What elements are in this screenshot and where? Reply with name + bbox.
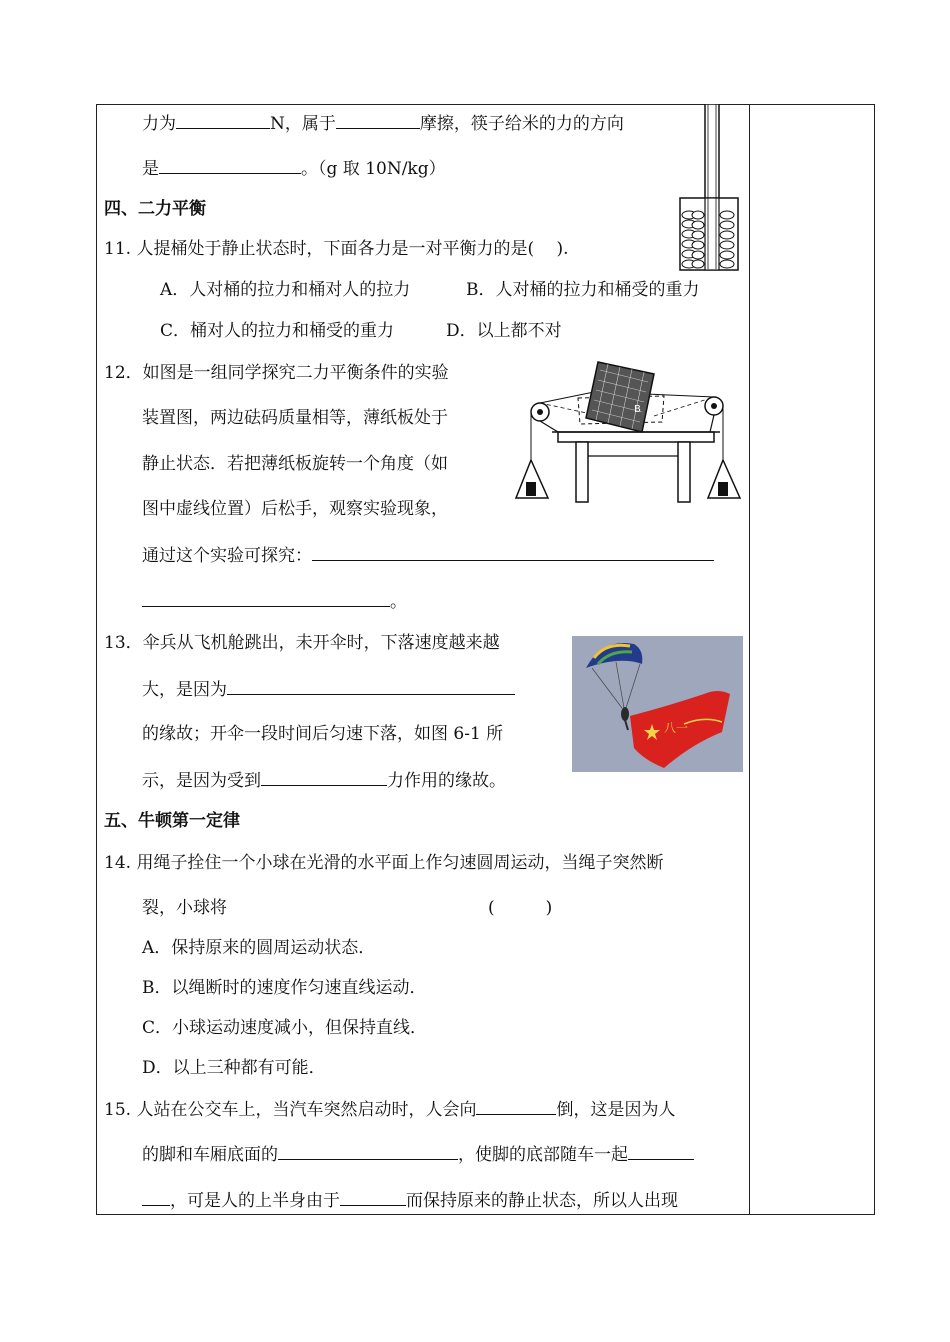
q10-blank-friction[interactable] — [336, 112, 420, 129]
q10-blank-direction[interactable] — [159, 157, 301, 174]
q12-line1: 12．如图是一组同学探究二力平衡条件的实验 — [104, 363, 449, 383]
q11-option-b[interactable]: B．人对桶的拉力和桶受的重力 — [466, 280, 700, 300]
paratrooper-flag-photo — [572, 636, 743, 772]
q15-line1: 15. 人站在公交车上，当汽车突然启动时，人会向 倒，这是因为人 — [104, 1100, 676, 1120]
q15-blank-direction[interactable] — [476, 1098, 556, 1115]
flag-text: 八一 — [664, 721, 689, 735]
q15-line3: ，可是人的上半身由于 而保持原来的静止状态，所以人出现 — [142, 1189, 678, 1212]
q11-stem: 11. 人提桶处于静止状态时，下面各力是一对平衡力的是( ). — [104, 239, 569, 259]
q12-blank-1[interactable] — [312, 544, 714, 561]
q14-option-b[interactable]: B．以绳断时的速度作匀速直线运动． — [142, 978, 427, 998]
force-balance-apparatus-figure — [514, 360, 750, 506]
q10-line1: 力为 N，属于 摩擦，筷子给米的力的方向 — [142, 114, 624, 134]
q11-option-a[interactable]: A．人对桶的拉力和桶对人的拉力 — [160, 280, 411, 300]
q15-line2: 的脚和车厢底面的 ，使脚的底部随车一起 — [142, 1143, 694, 1166]
q11-option-c[interactable]: C．桶对人的拉力和桶受的重力 — [160, 321, 395, 341]
table-frame — [96, 104, 875, 1215]
q15-blank-motion-b[interactable] — [142, 1189, 170, 1206]
q15-blank-friction[interactable] — [278, 1143, 458, 1160]
q14-option-a[interactable]: A．保持原来的圆周运动状态． — [142, 938, 376, 958]
q14-option-d[interactable]: D．以上三种都有可能． — [142, 1058, 326, 1078]
chopstick-rice-jar-figure — [678, 104, 740, 274]
q12-line3: 静止状态．若把薄纸板旋转一个角度（如 — [142, 454, 448, 474]
q12-line5: 通过这个实验可探究： — [142, 544, 714, 567]
q15-blank-inertia[interactable] — [340, 1189, 406, 1206]
q12-line4: 图中虚线位置）后松手，观察实验现象， — [142, 499, 448, 519]
q15-blank-motion-a[interactable] — [628, 1143, 694, 1160]
q10-blank-force[interactable] — [176, 112, 270, 129]
q13-blank-2[interactable] — [261, 769, 387, 786]
section4-title: 四、二力平衡 — [104, 199, 206, 219]
q13-line4: 示，是因为受到 力作用的缘故。 — [142, 771, 506, 791]
q14-stem-line2: 裂，小球将 — [142, 898, 227, 918]
q10-line2: 是 。（g 取 10N/kg） — [142, 159, 446, 179]
q13-line2: 大，是因为 — [142, 678, 515, 701]
section5-title: 五、牛顿第一定律 — [104, 811, 240, 831]
table-column-divider — [749, 104, 750, 1215]
apparatus-label-b: B — [634, 404, 641, 415]
q12-line2: 装置图，两边砝码质量相等，薄纸板处于 — [142, 408, 448, 428]
q13-line1: 13．伞兵从飞机舱跳出，未开伞时，下落速度越来越 — [104, 633, 500, 653]
q12-blank-2[interactable] — [142, 590, 390, 607]
q13-blank-1[interactable] — [227, 678, 515, 695]
q14-answer-paren[interactable]: ( ) — [488, 898, 553, 918]
q14-option-c[interactable]: C．小球运动速度减小，但保持直线． — [142, 1018, 428, 1038]
q14-stem-line1: 14. 用绳子拴住一个小球在光滑的水平面上作匀速圆周运动，当绳子突然断 — [104, 853, 664, 873]
q13-line3: 的缘故；开伞一段时间后匀速下落，如图 6-1 所 — [142, 724, 504, 744]
q12-line6: 。 — [142, 590, 407, 613]
q11-option-d[interactable]: D．以上都不对 — [446, 321, 562, 341]
